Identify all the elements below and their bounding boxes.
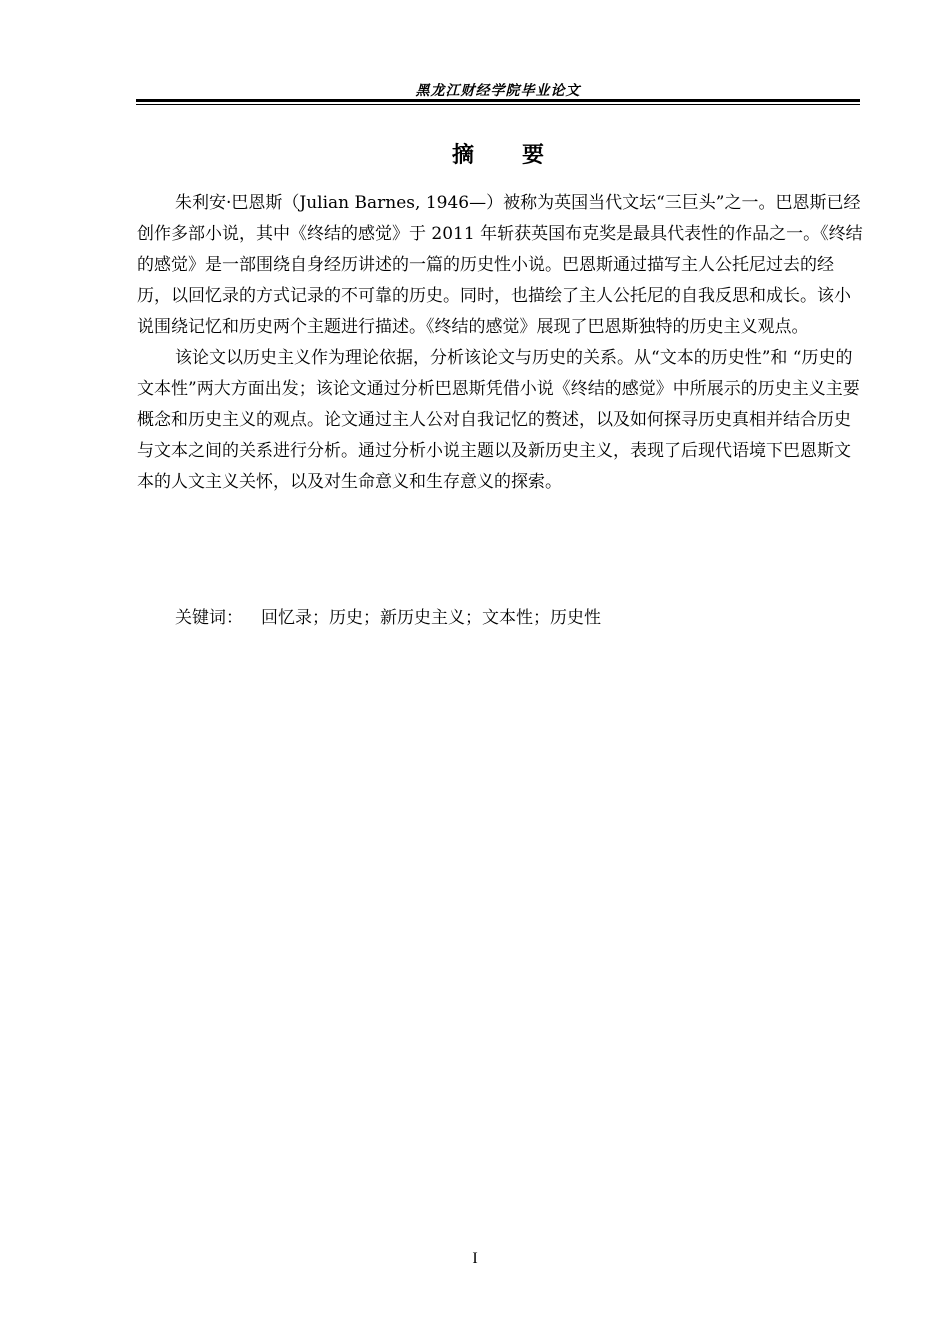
keywords-value: 回忆录；历史；新历史主义；文本性；历史性 [261, 608, 601, 628]
abstract-title-char-2: 要 [522, 143, 545, 168]
abstract-paragraph: 该论文以历史主义作为理论依据，分析该论文与历史的关系。从“文本的历史性”和 “历史的文本性”两大方面出发；该论文通过分析巴恩斯凭借小说《终结的感觉》中所展示的历史主义主要概念和历史主义的观点。论文通过主人公对自我记忆的赘述，以及如何探寻历史真相并结合历史与文本之间的关系进行分析。通过分析小说主题以及新历史主义，表现了后现代语境下巴恩斯文本的人文主义关怀，以及对生命意义和生存意义的探索。 [137, 348, 860, 492]
header-rule-thick [136, 99, 860, 102]
keywords-line [175, 604, 601, 632]
abstract-title [136, 138, 860, 169]
abstract-paragraph: 朱利安·巴恩斯（Julian Barnes, 1946—）被称为英国当代文坛“三巨头”之一。巴恩斯已经创作多部小说，其中《终结的感觉》于 2011 年斩获英国布克奖是最具代表性的作品之一。《终结的感觉》是一部围绕自身经历讲述的一篇的历史性小说。巴恩斯通过描写主人公托尼过去的经历，以回忆录的方式记录的不可靠的历史。同时，也描绘了主人公托尼的自我反思和成长。该小说围绕记忆和历史两个主题进行描述。《终结的感觉》展现了巴恩斯独特的历史主义观点。 [137, 193, 863, 337]
header-rule-thin [136, 104, 860, 105]
abstract-body [137, 188, 867, 498]
keywords-label: 关键词： [175, 608, 243, 628]
running-header: 黑龙江财经学院毕业论文 [415, 83, 581, 99]
page-number: I [472, 1250, 478, 1267]
abstract-title-char-1: 摘 [451, 143, 474, 168]
